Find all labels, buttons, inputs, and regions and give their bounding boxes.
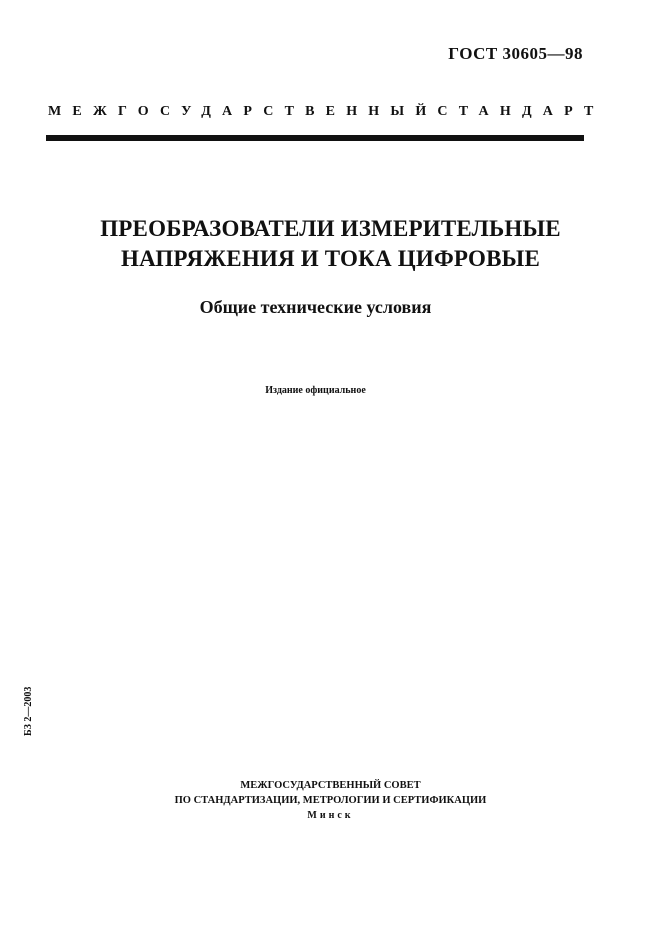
document-title [0,214,661,274]
side-note: БЗ 2—2003 [23,686,34,736]
publisher-block [0,778,661,823]
document-code: ГОСТ 30605—98 [448,44,583,63]
standard-category-right: СТАНДАРТ [437,104,605,119]
header-rule [46,135,584,141]
document-subtitle: Общие технические условия [199,297,432,317]
title-line-2: НАПРЯЖЕНИЯ И ТОКА ЦИФРОВЫЕ [121,246,540,271]
publisher-line-2: ПО СТАНДАРТИЗАЦИИ, МЕТРОЛОГИИ И СЕРТИФИКАЦИИ [174,795,487,806]
publisher-city: Минск [307,810,354,821]
standard-category-left: МЕЖГОСУДАРСТВЕННЫЙ [48,104,438,119]
title-line-1: ПРЕОБРАЗОВАТЕЛИ ИЗМЕРИТЕЛЬНЫЕ [100,216,561,241]
standard-category [48,104,605,120]
publisher-line-1: МЕЖГОСУДАРСТВЕННЫЙ СОВЕТ [240,780,421,791]
edition-label: Издание официальное [265,385,366,396]
